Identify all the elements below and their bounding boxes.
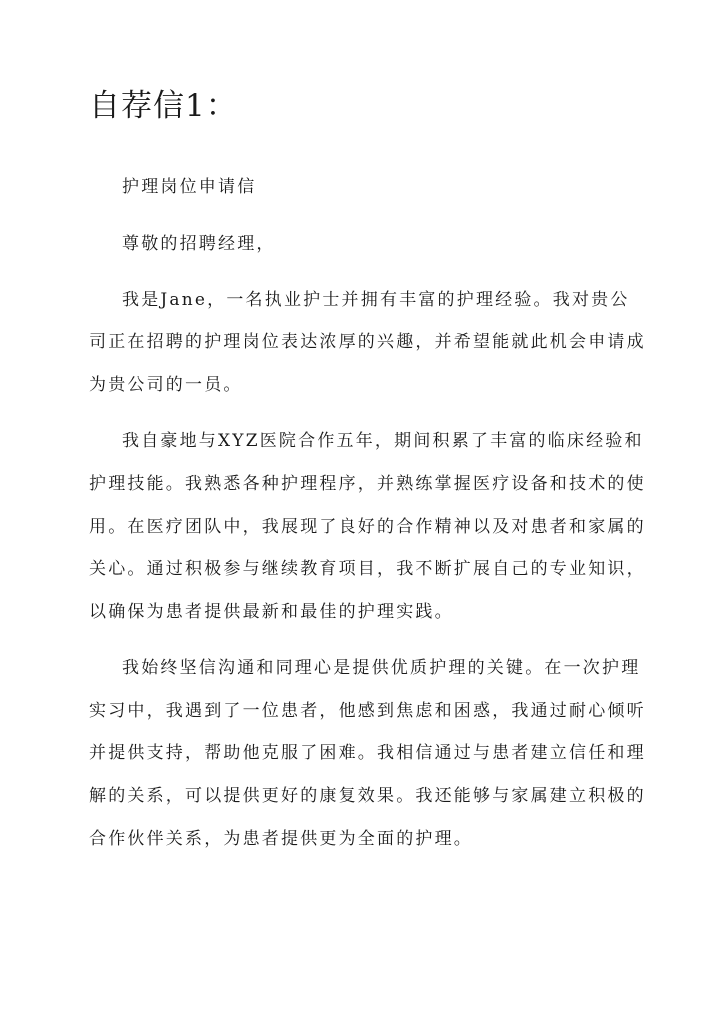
- paragraph-line: 我自豪地与XYZ医院合作五年，期间积累了丰富的临床经验和: [122, 431, 644, 451]
- paragraph-line: 为贵公司的一员。: [89, 375, 243, 395]
- paragraph-line: 用。在医疗团队中，我展现了良好的合作精神以及对患者和家属的: [89, 517, 646, 537]
- letter-heading: 自荐信1：: [89, 88, 238, 124]
- paragraph-line: 我是Jane，一名执业护士并拥有丰富的护理经验。我对贵公: [122, 290, 630, 310]
- paragraph-line: 我始终坚信沟通和同理心是提供优质护理的关键。在一次护理: [122, 658, 641, 678]
- paragraph-line: 以确保为患者提供最新和最佳的护理实践。: [89, 602, 454, 622]
- paragraph-line: 护理技能。我熟悉各种护理程序，并熟练掌握医疗设备和技术的使: [89, 474, 646, 494]
- letter-salutation: 尊敬的招聘经理，: [122, 234, 276, 254]
- paragraph-line: 实习中，我遇到了一位患者，他感到焦虑和困惑，我通过耐心倾听: [89, 701, 646, 721]
- paragraph-line: 并提供支持，帮助他克服了困难。我相信通过与患者建立信任和理: [89, 743, 646, 763]
- paragraph-line: 关心。通过积极参与继续教育项目，我不断扩展自己的专业知识，: [89, 559, 646, 579]
- paragraph-line: 司正在招聘的护理岗位表达浓厚的兴趣，并希望能就此机会申请成: [89, 332, 646, 352]
- letter-subject: 护理岗位申请信: [122, 177, 257, 197]
- paragraph-line: 解的关系，可以提供更好的康复效果。我还能够与家属建立积极的: [89, 786, 646, 806]
- paragraph-line: 合作伙伴关系，为患者提供更为全面的护理。: [89, 829, 473, 849]
